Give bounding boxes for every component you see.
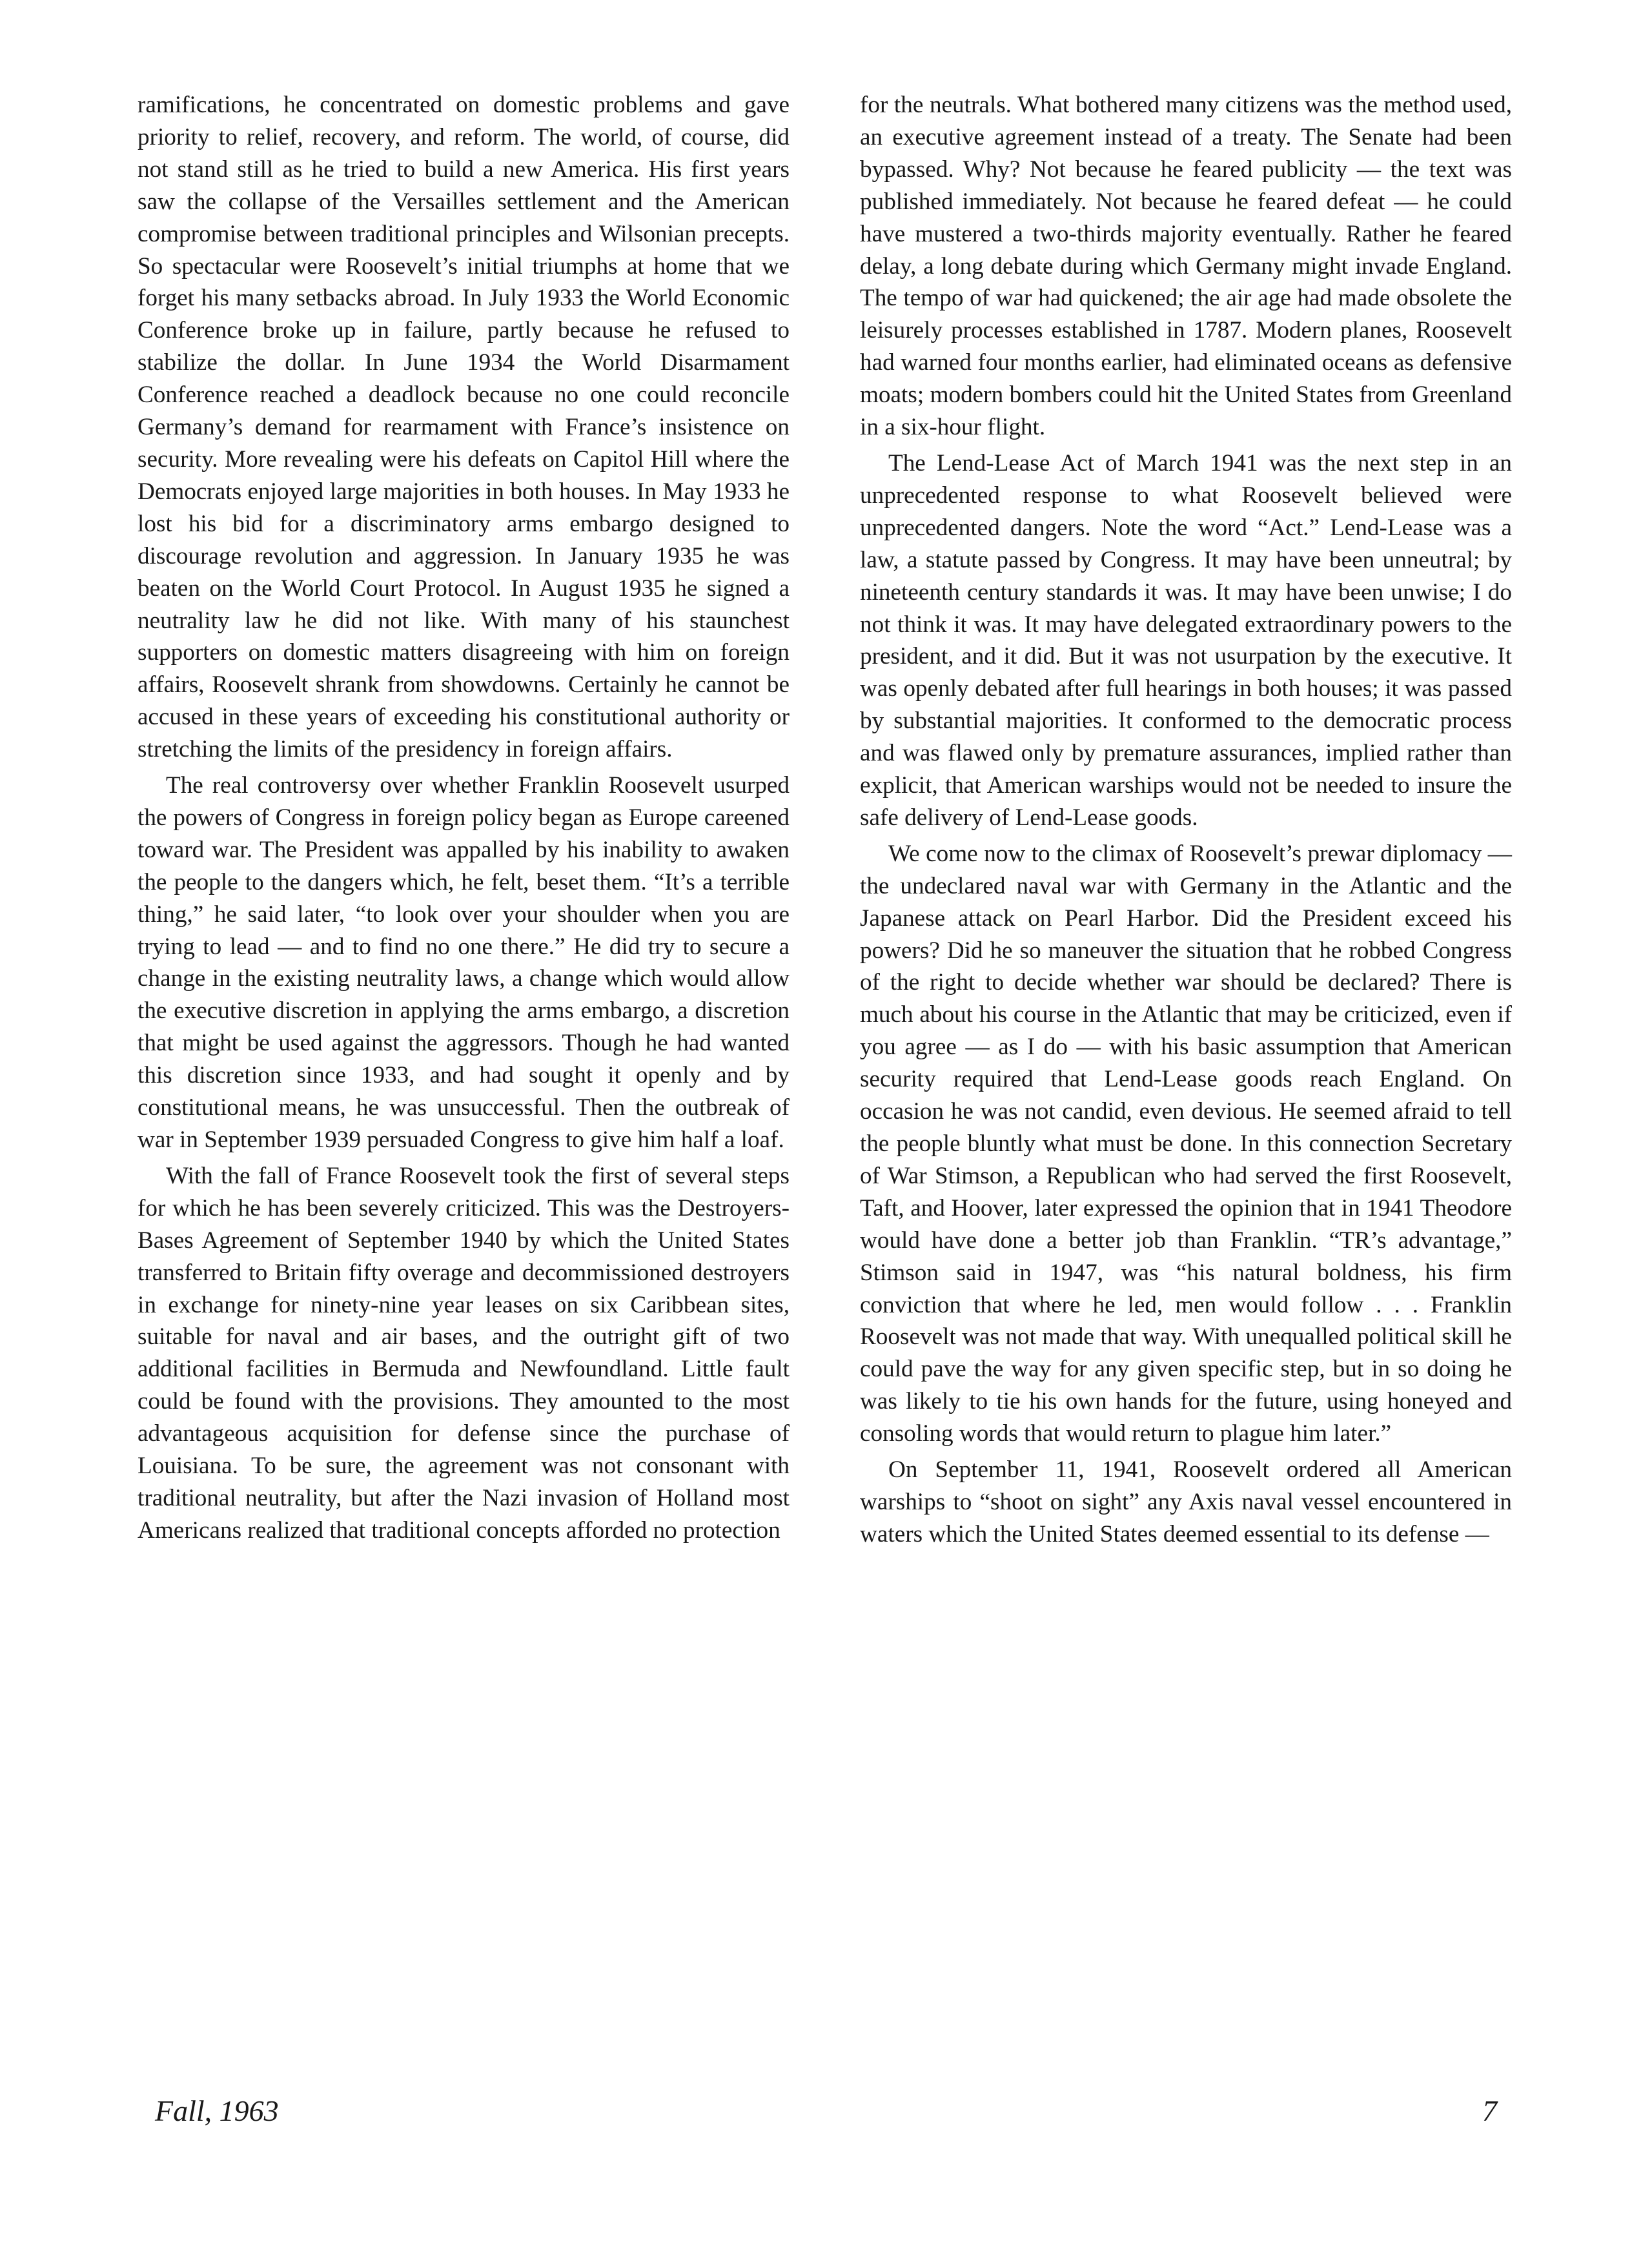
paragraph: We come now to the climax of Roosevelt’s prewar diplomacy — the undeclared naval war with Germany in the Atlantic and the Japanese attack on Pearl Harbor. Did the President exceed his powers? Did he so maneuver the situation that he robbed Congress of the right to decide whether war should be declared? There is much about his course in the Atlantic that may be criticized, even if you agree — as I do — with his basic assumption that American security required that Lend-Lease goods reach England. On occasion he was not candid, even devious. He seemed afraid to tell the people bluntly what must be done. In this connection Secretary of War Stimson, a Republican who had served the first Roosevelt, Taft, and Hoover, later expressed the opinion that in 1941 Theodore would have done a better job than Franklin. “TR’s advantage,” Stimson said in 1947, was “his natural boldness, his firm conviction that where he led, men would follow . . . Franklin Roosevelt was not made that way. With unequalled political skill he could pave the way for any given specific step, but in so doing he was likely to tie his own hands for the future, using honeyed and consoling words that would return to plague him later.” <box>860 840 1512 1447</box>
left-column <box>138 89 790 1547</box>
paragraph: The Lend-Lease Act of March 1941 was the next step in an unprecedented response to what Roosevelt believed were unprecedented dangers. Note the word “Act.” Lend-Lease was a law, a statute passed by Congress. It may have been unneutral; by nineteenth century standards it was. It may have been unwise; I do not think it was. It may have delegated extraordinary powers to the president, and it did. But it was not usurpation by the executive. It was openly debated after full hearings in both houses; it was passed by substantial majorities. It conformed to the democratic process and was flawed only by premature assurances, implied rather than explicit, that American warships would not be needed to insure the safe delivery of Lend-Lease goods. <box>860 449 1512 831</box>
paragraph: ramifications, he concentrated on domestic problems and gave priority to relief, recovery, and reform. The world, of course, did not stand still as he tried to build a new America. His first years saw the collapse of the Versailles settlement and the American compromise between traditional principles and Wilsonian precepts. So spectacular were Roosevelt’s initial triumphs at home that we forget his many setbacks abroad. In July 1933 the World Economic Conference broke up in failure, partly because he refused to stabilize the dollar. In June 1934 the World Disarmament Conference reached a deadlock because no one could reconcile Germany’s demand for rearmament with France’s insistence on security. More revealing were his defeats on Capitol Hill where the Democrats enjoyed large majorities in both houses. In May 1933 he lost his bid for a discriminatory arms embargo designed to discourage revolution and aggression. In January 1935 he was beaten on the World Court Protocol. In August 1935 he signed a neutrality law he did not like. With many of his staunchest supporters on domestic matters disagreeing with him on foreign affairs, Roosevelt shrank from showdowns. Certainly he cannot be accused in these years of exceeding his constitutional authority or stretching the limits of the presidency in foreign affairs. <box>138 92 790 763</box>
paragraph: With the fall of France Roosevelt took the first of several steps for which he has been severely criticized. This was the Destroyers-Bases Agreement of September 1940 by which the United States transferred to Britain fifty overage and decommissioned destroyers in exchange for ninety-nine year leases on six Caribbean sites, suitable for naval and air bases, and the outright gift of two additional facilities in Bermuda and Newfoundland. Little fault could be found with the provisions. They amounted to the most advantageous acquisition for defense since the purchase of Louisiana. To be sure, the agreement was not consonant with traditional neutrality, but after the Nazi invasion of Holland most Americans realized that traditional concepts afforded no protection <box>138 1162 790 1544</box>
right-column <box>860 89 1512 1551</box>
issue-date: Fall, 1963 <box>155 2094 279 2127</box>
page-number: 7 <box>1482 2094 1497 2127</box>
paragraph: On September 11, 1941, Roosevelt ordered all American warships to “shoot on sight” any Axis naval vessel encountered in waters which the United States deemed essential to its defense — <box>860 1456 1512 1547</box>
paragraph: for the neutrals. What bothered many citizens was the method used, an executive agreement instead of a treaty. The Senate had been bypassed. Why? Not because he feared publicity — the text was published immediately. Not because he feared defeat — he could have mustered a two-thirds majority eventually. Rather he feared delay, a long debate during which Germany might invade England. The tempo of war had quickened; the air age had made obsolete the leisurely processes established in 1787. Modern planes, Roosevelt had warned four months earlier, had eliminated oceans as defensive moats; modern bombers could hit the United States from Greenland in a six-hour flight. <box>860 92 1512 441</box>
paragraph: The real controversy over whether Franklin Roosevelt usurped the powers of Congress in foreign policy began as Europe careened toward war. The President was appalled by his inability to awaken the people to the dangers which, he felt, beset them. “It’s a terrible thing,” he said later, “to look over your shoulder when you are trying to lead — and to find no one there.” He did try to secure a change in the existing neutrality laws, a change which would allow the executive discretion in applying the arms embargo, a discretion that might be used against the aggressors. Though he had wanted this discretion since 1933, and had sought it openly and by constitutional means, he was unsuccessful. Then the outbreak of war in September 1939 persuaded Congress to give him half a loaf. <box>138 772 790 1153</box>
